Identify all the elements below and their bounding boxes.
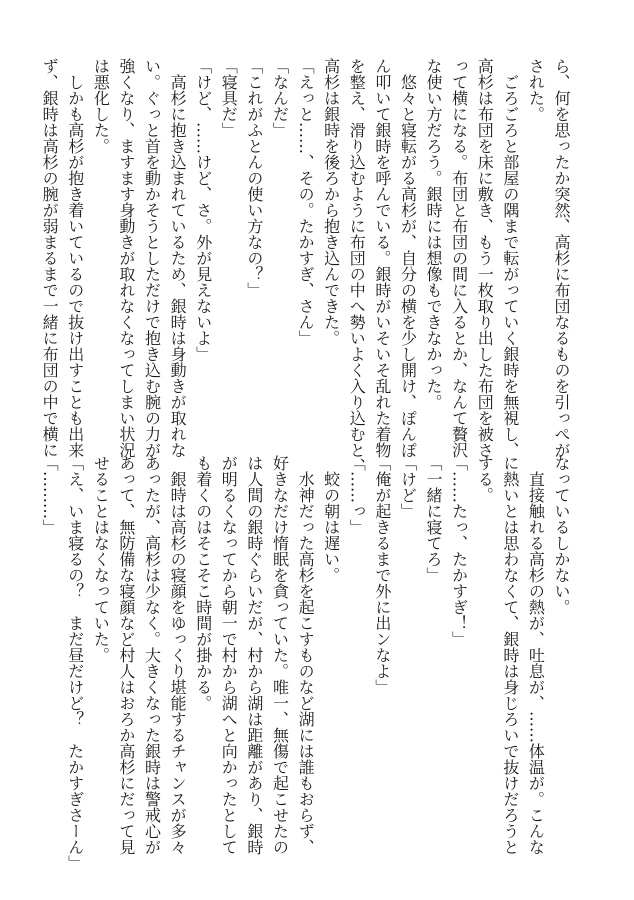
- text-column: 「一緒に寝てろ」: [424, 455, 444, 583]
- text-column: ら、何を思ったか突然、高杉に布団なるものを引っぺが: [552, 58, 571, 458]
- text-column: 銀時は高杉の寝顔をゆっくり堪能するチャンスが多々: [168, 455, 188, 855]
- text-column: あったが、高杉は少なく。大きくなった銀時は警戒心が: [142, 455, 162, 855]
- text-column: 「けど、……けど、さ。外が見えないよ」: [193, 58, 213, 362]
- text-column: 悠々と寝転がる高杉が、自分の横を少し開け、ぽんぽ: [398, 58, 418, 458]
- text-column: 「……たっ、たかすぎ！」: [449, 455, 469, 647]
- text-column: しかも高杉が抱き着いているので抜け出すことも出来: [65, 58, 85, 458]
- text-column: 「………」: [40, 455, 60, 535]
- text-column: は悪化した。: [91, 58, 111, 154]
- text-column: 「なんだ」: [270, 58, 290, 138]
- text-column: あって、無防備な寝顔など村人はおろか高杉にだって見: [116, 455, 136, 855]
- text-column: ん叩いて銀時を呼んでいる。銀時がいそいそ乱れた着物: [372, 58, 392, 458]
- text-column: 高杉は銀時を後ろから抱き込んできた。: [321, 58, 341, 346]
- text-column: ごろごろと部屋の隅まで転がっていく銀時を無視し、: [500, 58, 520, 458]
- text-column: って横になる。布団と布団の間に入るとか、なんて贅沢: [449, 58, 469, 458]
- text-column: 「えっと……、その。たかすぎ、さん」: [296, 58, 316, 346]
- text-column: 「え、いま寝るの？ まだ昼だけど？ たかすぎさーん」: [65, 455, 85, 871]
- text-column: ず、銀時は高杉の腕が弱まるまで一緒に布団の中で横に: [40, 58, 60, 458]
- text-column: 水神だった高杉を起こすものなど湖には誰もおらず、: [296, 455, 316, 855]
- text-column: せることはなくなっていた。: [91, 455, 111, 663]
- text-column: を整え、滑り込むように布団の中へ勢いよく入り込むと、: [347, 58, 367, 474]
- text-column: 好きなだけ惰眠を貪っていた。唯一、無傷で起こせたの: [270, 455, 290, 855]
- text-column: 「……っ」: [347, 455, 367, 535]
- text-column: 「けど」: [398, 455, 418, 519]
- text-column: が明るくなってから朝一で村から湖へと向かったとして: [219, 455, 239, 855]
- text-column: い。ぐっと首を動かそうとしただけで抱き込む腕の力が: [142, 58, 162, 458]
- text-column: 蛟の朝は遅い。: [321, 455, 341, 583]
- text-column: 高杉は布団を床に敷き、もう一枚取り出した布団を被さ: [475, 58, 495, 458]
- text-column: も着くのはそこそこ時間が掛かる。: [193, 455, 213, 711]
- text-column: 直接触れる高杉の熱が、吐息が、……体温が。こんな: [526, 455, 546, 855]
- text-column: 強くなり、ますます身動きが取れなくなってしまい状況: [116, 58, 136, 458]
- text-column: は人間の銀時ぐらいだが、村から湖は距離があり、銀時: [244, 455, 264, 855]
- text-column: に熱いとは思わなくて、銀時は身じろいで抜けだろうと: [500, 455, 520, 855]
- text-column: された。: [526, 58, 546, 122]
- text-column: 「俺が起きるまで外に出ンなよ」: [372, 455, 392, 695]
- text-column: 「寝具だ」: [219, 58, 239, 138]
- text-block-bottom: [40, 455, 574, 871]
- text-column: 「これがふとんの使い方なの？」: [244, 58, 264, 298]
- text-column: する。: [475, 455, 495, 503]
- text-column: な使い方だろう。銀時には想像もできなかった。: [424, 58, 444, 410]
- text-column: 高杉に抱き込まれているため、銀時は身動きが取れな: [168, 58, 188, 458]
- text-column: なっているしかない。: [552, 455, 571, 615]
- text-block-top: [40, 58, 574, 474]
